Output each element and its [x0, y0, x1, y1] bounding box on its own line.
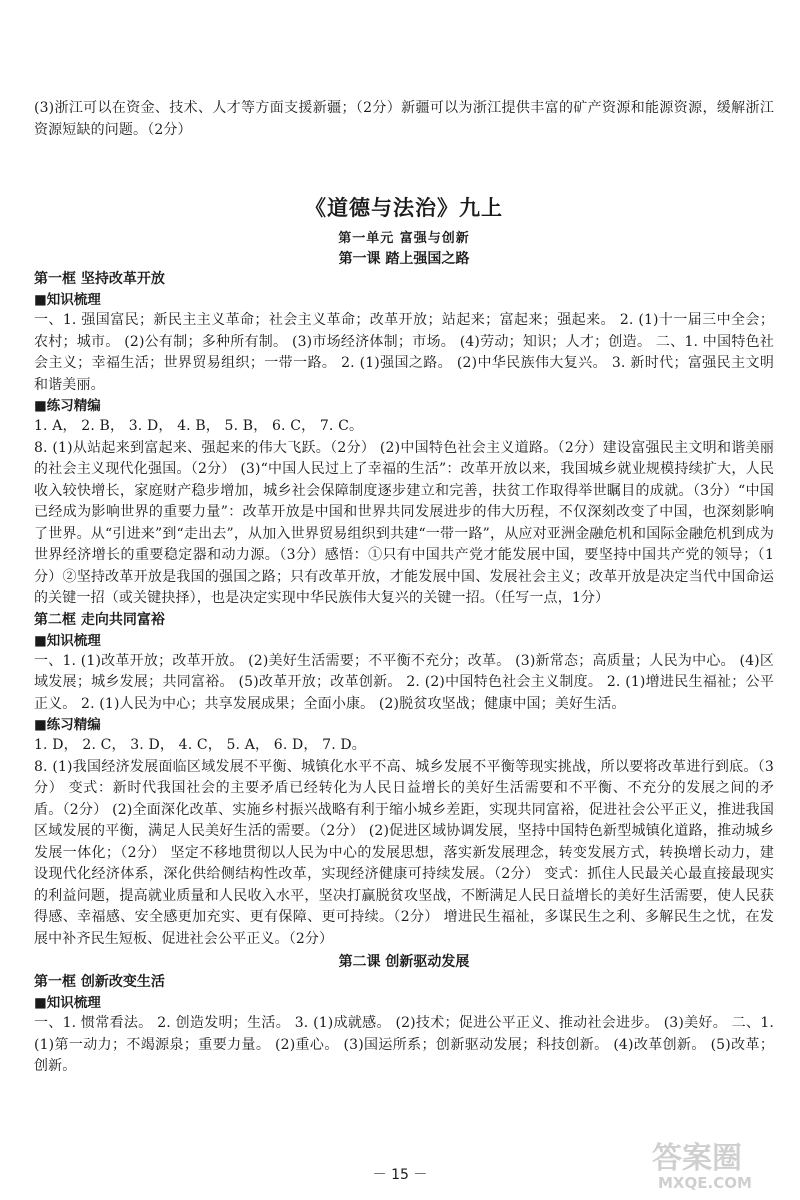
knowledge-text-1: 一、1. 强国富民；新民主主义革命；社会主义革命；改革开放；站起来；富起来；强起来。 2. (1)十一届三中全会；农村；城市。 (2)公有制；多种所有制。 (3)市场经济体制；市场。 (4)劳动；知识；人才；创造。 二、1. 中国特色社会主义；幸福生活；世界贸易组织；一带一路。 2. (1)强国之路。 (2)中华民族伟大复兴。 3. 新时代；富强民主文明和谐美丽。 [34, 312, 774, 393]
watermark-text: 答案圈 [652, 1141, 742, 1176]
choices-2: 1. D， 2. C， 3. D， 4. C， 5. A， 6. D， 7. D。 [34, 737, 366, 753]
main-title: 《道德与法治》九上 [305, 196, 503, 220]
unit-title: 第一单元 富强与创新 [338, 231, 470, 246]
frame-title-1: 第一框 坚持改革开放 [34, 271, 165, 287]
watermark-logo [648, 1134, 788, 1192]
top-paragraph: (3)浙江可以在资金、技术、人才等方面支援新疆；（2分）新疆可以为浙江提供丰富的矿产资源和能源资源，缓解浙江资源短缺的问题。（2分） [34, 100, 774, 138]
frame-title-3: 第一框 创新改变生活 [34, 974, 165, 990]
practice-label-2: ■练习精编 [34, 717, 101, 733]
knowledge-text-3: 一、1. 惯常看法。 2. 创造发明；生活。 3. (1)成就感。 (2)技术；促进公平正义、推动社会进步。 (3)美好。 二、1. (1)第一动力；不竭源泉；重要力量。 (2)重心。 (3)国运所系；创新驱动发展；科技创新。 (4)改革创新。 (5)改革；创新。 [34, 1015, 774, 1074]
knowledge-label-1: ■知识梳理 [34, 292, 101, 308]
answer8-2: 8. (1)我国经济发展面临区域发展不平衡、城镇化水平不高、城乡发展不平衡等现实挑战，所以要将改革进行到底。（3分） 变式：新时代我国社会的主要矛盾已经转化为人民日益增长的美好生活需要和不平衡、不充分的发展之间的矛盾。（2分） (2)全面深化改革、实施乡村振兴战略有利于缩小城乡差距，实现共同富裕，促进社会公平正义，推进我国区域发展的平衡，满足人民美好生活的需要。（2分） (2)促进区域协调发展，坚持中国特色新型城镇化道路，推动城乡发展一体化；（2分） 坚定不移地贯彻以人民为中心的发展思想，落实新发展理念，转变发展方式，转换增长动力，建设现代化经济体系，深化供给侧结构性改革，实现经济健康可持续发展。（2分） 变式：抓住人民最关心最直接最现实的利益问题，提高就业质量和人民收入水平，坚决打赢脱贫攻坚战，不断满足人民日益增长的美好生活需要，使人民获得感、幸福感、安全感更加充实、更有保障、更可持续。（2分） 增进民生福祉，多谋民生之利、多解民生之忧，在发展中补齐民生短板、促进社会公平正义。（2分） [34, 758, 774, 947]
page-content [34, 98, 774, 1078]
knowledge-label-2: ■知识梳理 [34, 632, 101, 649]
knowledge-text-2: 一、1. (1)改革开放；改革开放。 (2)美好生活需要；不平衡不充分；改革。 (3)新常态；高质量；人民为中心。 (4)区域发展；城乡发展；共同富裕。 (5)改革开放；改革创新。 2. (2)中国特色社会主义制度。 2. (1)增进民生福祉；公平正义。 2. (1)人民为中心；共享发展成果；全面小康。 (2)脱贫攻坚战；健康中国；美好生活。 [34, 652, 774, 712]
lesson-title-2: 第二课 创新驱动发展 [338, 954, 470, 970]
watermark-url: MXQE.COM [658, 1174, 752, 1192]
practice-label-1: ■练习精编 [34, 398, 101, 414]
lesson-title-1: 第一课 踏上强国之路 [338, 251, 470, 267]
answer8-1: 8. (1)从站起来到富起来、强起来的伟大飞跃。（2分） (2)中国特色社会主义道路。（2分）建设富强民主文明和谐美丽的社会主义现代化强国。（2分） (3)“中国人民过上了幸福的生活”：改革开放以来，我国城乡就业规模持续扩大，人民收入较快增长，家庭财产稳步增加，城乡社会保障制度逐步建立和完善，扶贫工作取得举世瞩目的成就。（3分）“中国已经成为影响世界的重要力量”：改革开放是中国和世界共同发展进步的伟大历程，不仅深刻改变了中国，也深刻影响了世界。从“引进来”到“走出去”，从加入世界贸易组织到共建“一带一路”，从应对亚洲金融危机和国际金融危机到成为世界经济增长的重要稳定器和动力源。（3分）感悟：①只有中国共产党才能发展中国，要坚持中国共产党的领导；（1分）②坚持改革开放是我国的强国之路；只有改革开放，才能发展中国、发展社会主义；改革开放是决定当代中国命运的关键一招（或关键抉择），也是决定实现中华民族伟大复兴的关键一招。（任写一点，1分） [34, 439, 774, 606]
page-number: － 15 － [372, 1167, 428, 1183]
choices-1: 1. A， 2. B， 3. D， 4. B， 5. B， 6. C， 7. C。 [34, 418, 364, 434]
frame-title-2: 第二框 走向共同富裕 [34, 611, 165, 628]
knowledge-label-3: ■知识梳理 [34, 995, 101, 1011]
